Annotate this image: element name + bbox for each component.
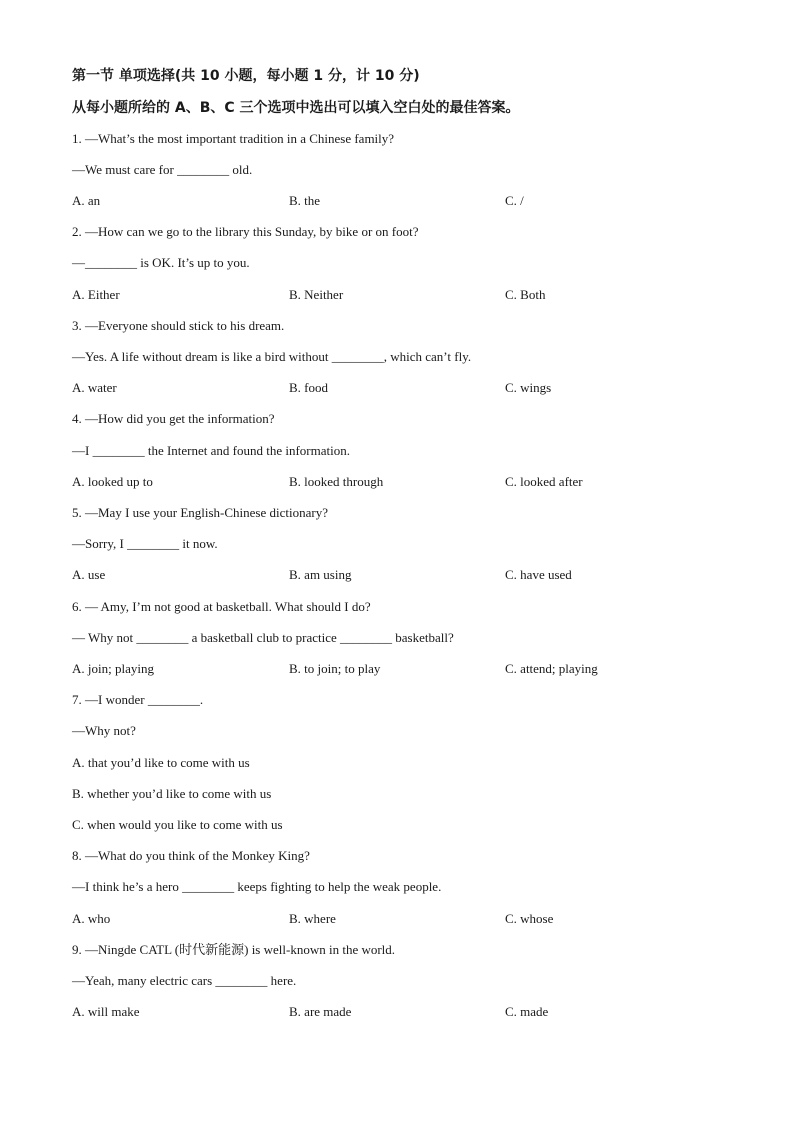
q6-option-a: A. join; playing — [72, 661, 154, 676]
response-7: —Why not? — [72, 723, 136, 738]
question-1: 1. —What’s the most important tradition in a Chinese family? — [72, 131, 395, 146]
q7-option-c: C. when would you like to come with us — [72, 817, 283, 832]
q5-option-c: C. have used — [505, 567, 572, 582]
q9-option-b: B. are made — [289, 1004, 352, 1019]
response-9: —Yeah, many electric cars ________ here. — [72, 973, 297, 988]
question-5: 5. —May I use your English-Chinese dictionary? — [72, 505, 328, 520]
q9-option-a: A. will make — [72, 1004, 140, 1019]
section-title: 第一节 单项选择(共 10 小题，每小题 1 分，计 10 分) — [72, 68, 420, 84]
question-9: 9. —Ningde CATL (时代新能源) is well-known in the world. — [72, 942, 396, 957]
q6-option-b: B. to join; to play — [289, 661, 381, 676]
q5-option-b: B. am using — [289, 567, 352, 582]
response-5: —Sorry, I ________ it now. — [72, 536, 218, 551]
question-6: 6. — Amy, I’m not good at basketball. What should I do? — [72, 599, 371, 614]
q2-option-c: C. Both — [505, 287, 546, 302]
q7-option-b: B. whether you’d like to come with us — [72, 786, 272, 801]
q4-option-c: C. looked after — [505, 474, 583, 489]
response-4: —I ________ the Internet and found the information. — [72, 443, 350, 458]
q3-option-a: A. water — [72, 380, 117, 395]
q7-option-a: A. that you’d like to come with us — [72, 755, 250, 770]
q4-option-a: A. looked up to — [72, 474, 153, 489]
response-6: — Why not ________ a basketball club to practice ________ basketball? — [72, 630, 454, 645]
q2-option-a: A. Either — [72, 287, 120, 302]
response-8: —I think he’s a hero ________ keeps fighting to help the weak people. — [72, 879, 442, 894]
instruction: 从每小题所给的 A、B、C 三个选项中选出可以填入空白处的最佳答案。 — [72, 100, 520, 116]
q9-option-c: C. made — [505, 1004, 549, 1019]
question-8: 8. —What do you think of the Monkey King? — [72, 848, 310, 863]
q1-option-b: B. the — [289, 193, 321, 208]
q3-option-b: B. food — [289, 380, 328, 395]
q8-option-c: C. whose — [505, 911, 554, 926]
response-2: —________ is OK. It’s up to you. — [72, 255, 250, 270]
q6-option-c: C. attend; playing — [505, 661, 598, 676]
question-4: 4. —How did you get the information? — [72, 411, 275, 426]
q5-option-a: A. use — [72, 567, 106, 582]
q1-option-c: C. / — [505, 193, 524, 208]
response-3: —Yes. A life without dream is like a bird without ________, which can’t fly. — [72, 349, 472, 364]
q3-option-c: C. wings — [505, 380, 552, 395]
q4-option-b: B. looked through — [289, 474, 384, 489]
question-7: 7. —I wonder ________. — [72, 692, 204, 707]
q1-option-a: A. an — [72, 193, 101, 208]
question-3: 3. —Everyone should stick to his dream. — [72, 318, 285, 333]
response-1: —We must care for ________ old. — [72, 162, 253, 177]
question-2: 2. —How can we go to the library this Sunday, by bike or on foot? — [72, 224, 419, 239]
q8-option-b: B. where — [289, 911, 336, 926]
q8-option-a: A. who — [72, 911, 111, 926]
q2-option-b: B. Neither — [289, 287, 344, 302]
